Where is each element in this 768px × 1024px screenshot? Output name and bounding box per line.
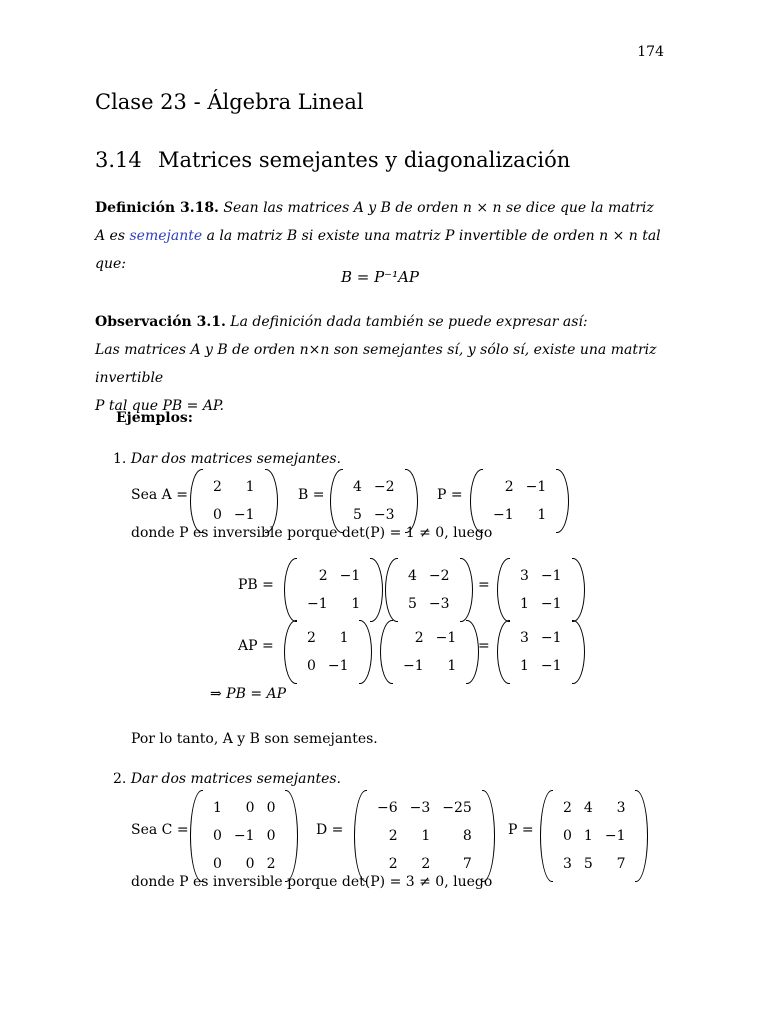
- observation-line1: La definición dada también se puede expresar así:: [230, 314, 588, 330]
- matrix-entry: 4: [408, 568, 417, 584]
- matrix-entry: 0: [213, 507, 222, 523]
- example1-title: Dar dos matrices semejantes.: [130, 451, 342, 467]
- matrix-entry: 0: [563, 828, 572, 844]
- matrix-grid: [510, 620, 572, 684]
- matrix-entry: 2: [266, 856, 276, 872]
- semejante-link[interactable]: semejante: [129, 228, 203, 244]
- matrix-D: [354, 790, 495, 882]
- matrix-grid: [510, 558, 572, 622]
- matrix-grid: [203, 469, 265, 533]
- matrix-entry: 0: [245, 856, 255, 872]
- observation-line3: P tal que PB = AP.: [95, 398, 224, 414]
- matrix-entry: −1: [327, 658, 349, 674]
- matrix-entry: −1: [403, 658, 424, 674]
- matrix-entry: 1: [421, 828, 431, 844]
- matrix-P: [470, 469, 569, 533]
- left-paren: [190, 469, 203, 533]
- matrix-A: [190, 469, 278, 533]
- matrix-entry: 3: [563, 856, 572, 872]
- definition-text-a: Sean las matrices A y B de orden n × n se dice que la matriz A es: [95, 200, 654, 244]
- matrix-entry: 7: [462, 856, 472, 872]
- matrix-B: [330, 469, 418, 533]
- left-paren: [284, 620, 297, 684]
- left-paren: [385, 558, 398, 622]
- left-paren: [497, 620, 510, 684]
- matrix-entry: 1: [351, 596, 361, 612]
- right-paren: [460, 558, 473, 622]
- definition-block: [95, 194, 665, 278]
- matrix-entry: 2: [414, 630, 424, 646]
- matrix-grid: [367, 790, 482, 882]
- pb-matrix-2: [385, 558, 473, 622]
- examples-heading: Ejemplos:: [116, 410, 193, 426]
- right-paren: [285, 790, 298, 882]
- example1-item: [113, 451, 341, 467]
- right-paren: [405, 469, 418, 533]
- chapter-title: Clase 23 - Álgebra Lineal: [95, 90, 364, 114]
- example2-item: [113, 771, 341, 787]
- matrix-entry: 1: [583, 828, 593, 844]
- page-number: 174: [637, 44, 664, 60]
- right-paren: [265, 469, 278, 533]
- right-paren: [556, 469, 569, 533]
- right-paren: [370, 558, 383, 622]
- matrix-grid: [398, 558, 460, 622]
- left-paren: [380, 620, 393, 684]
- matrix-entry: 2: [307, 630, 316, 646]
- matrix-entry: 1: [520, 658, 529, 674]
- matrix-entry: 4: [583, 800, 593, 816]
- matrix-entry: 2: [504, 479, 514, 495]
- matrix-C: [190, 790, 298, 882]
- matrix-entry: 1: [520, 596, 529, 612]
- ap-label: AP =: [238, 638, 274, 654]
- matrix-entry: −3: [428, 596, 450, 612]
- pb-equals: =: [478, 577, 490, 593]
- section-title: Matrices semejantes y diagonalización: [158, 148, 571, 172]
- example2-note: donde P es inversible porque det(P) = 3 ≠ 0, luego: [131, 874, 493, 890]
- matrix-P2: [540, 790, 648, 882]
- matrix-entry: −1: [540, 596, 562, 612]
- matrix-entry: 2: [563, 800, 572, 816]
- matrix-grid: [297, 620, 359, 684]
- left-paren: [354, 790, 367, 882]
- example2-p-label: P =: [508, 822, 534, 838]
- matrix-entry: 2: [213, 479, 222, 495]
- matrix-entry: 7: [616, 856, 626, 872]
- matrix-entry: −1: [435, 630, 457, 646]
- matrix-grid: [553, 790, 635, 882]
- example2-d-label: D =: [316, 822, 344, 838]
- example1-conclusion: Por lo tanto, A y B son semejantes.: [131, 731, 378, 747]
- matrix-entry: −1: [339, 568, 361, 584]
- matrix-entry: 5: [353, 507, 362, 523]
- matrix-grid: [483, 469, 556, 533]
- definition-text-b: a la matriz B si existe una matriz P invertible de orden n × n tal que:: [95, 228, 661, 272]
- right-paren: [572, 620, 585, 684]
- section-number: 3.14: [95, 148, 142, 172]
- matrix-grid: [203, 790, 285, 882]
- observation-label: Observación 3.1.: [95, 314, 226, 330]
- left-paren: [284, 558, 297, 622]
- matrix-grid: [393, 620, 466, 684]
- matrix-entry: 8: [462, 828, 472, 844]
- matrix-entry: 5: [408, 596, 417, 612]
- matrix-entry: −3: [373, 507, 395, 523]
- matrix-entry: 1: [339, 630, 349, 646]
- example1-p-label: P =: [437, 487, 463, 503]
- matrix-entry: 3: [520, 630, 529, 646]
- matrix-entry: 3: [520, 568, 529, 584]
- matrix-entry: −1: [540, 630, 562, 646]
- matrix-entry: −3: [409, 800, 431, 816]
- pb-label: PB =: [238, 577, 274, 593]
- definition-label: Definición 3.18.: [95, 200, 219, 216]
- ap-result: [497, 620, 585, 684]
- matrix-entry: 0: [213, 856, 222, 872]
- matrix-entry: 0: [213, 828, 222, 844]
- matrix-entry: 2: [388, 856, 398, 872]
- left-paren: [190, 790, 203, 882]
- ap-equals: =: [478, 638, 490, 654]
- matrix-entry: 0: [245, 800, 255, 816]
- example2-sea-label: Sea C =: [131, 822, 189, 838]
- matrix-entry: −1: [540, 568, 562, 584]
- matrix-entry: −1: [233, 507, 255, 523]
- matrix-grid: [343, 469, 405, 533]
- matrix-entry: 0: [266, 800, 276, 816]
- ap-matrix-2: [380, 620, 479, 684]
- example1-sea-label: Sea A =: [131, 487, 188, 503]
- pb-result: [497, 558, 585, 622]
- matrix-entry: 0: [307, 658, 316, 674]
- ap-matrix-1: [284, 620, 372, 684]
- right-paren: [359, 620, 372, 684]
- observation-line2: Las matrices A y B de orden n×n son semejantes sí, y sólo sí, existe una matriz invertible: [95, 342, 657, 386]
- observation-block: [95, 308, 665, 420]
- matrix-entry: −2: [428, 568, 450, 584]
- left-paren: [330, 469, 343, 533]
- matrix-entry: 5: [583, 856, 593, 872]
- right-paren: [635, 790, 648, 882]
- right-paren: [572, 558, 585, 622]
- implies-line: ⇒ PB = AP: [210, 686, 287, 702]
- matrix-entry: 2: [388, 828, 398, 844]
- matrix-entry: −1: [233, 828, 255, 844]
- matrix-entry: 1: [245, 479, 255, 495]
- matrix-entry: −6: [377, 800, 398, 816]
- matrix-entry: −1: [493, 507, 514, 523]
- left-paren: [540, 790, 553, 882]
- example1-b-label: B =: [298, 487, 325, 503]
- section-heading: [95, 148, 570, 172]
- matrix-entry: −1: [604, 828, 626, 844]
- matrix-entry: 2: [318, 568, 328, 584]
- right-paren: [482, 790, 495, 882]
- matrix-entry: 3: [616, 800, 626, 816]
- left-paren: [497, 558, 510, 622]
- left-paren: [470, 469, 483, 533]
- matrix-entry: −25: [442, 800, 472, 816]
- example1-marker: 1.: [113, 451, 127, 467]
- matrix-entry: −1: [540, 658, 562, 674]
- example1-note: donde P es inversible porque det(P) = 1 ≠ 0, luego: [131, 525, 493, 541]
- matrix-entry: −1: [525, 479, 547, 495]
- matrix-entry: 2: [421, 856, 431, 872]
- pb-matrix-1: [284, 558, 383, 622]
- matrix-entry: −1: [307, 596, 328, 612]
- example2-title: Dar dos matrices semejantes.: [130, 771, 342, 787]
- definition-formula: B = P⁻¹AP: [340, 268, 420, 286]
- matrix-entry: 1: [447, 658, 457, 674]
- example2-marker: 2.: [113, 771, 127, 787]
- matrix-entry: 4: [353, 479, 362, 495]
- matrix-entry: −2: [373, 479, 395, 495]
- matrix-entry: 0: [266, 828, 276, 844]
- matrix-grid: [297, 558, 370, 622]
- matrix-entry: 1: [213, 800, 222, 816]
- matrix-entry: 1: [537, 507, 547, 523]
